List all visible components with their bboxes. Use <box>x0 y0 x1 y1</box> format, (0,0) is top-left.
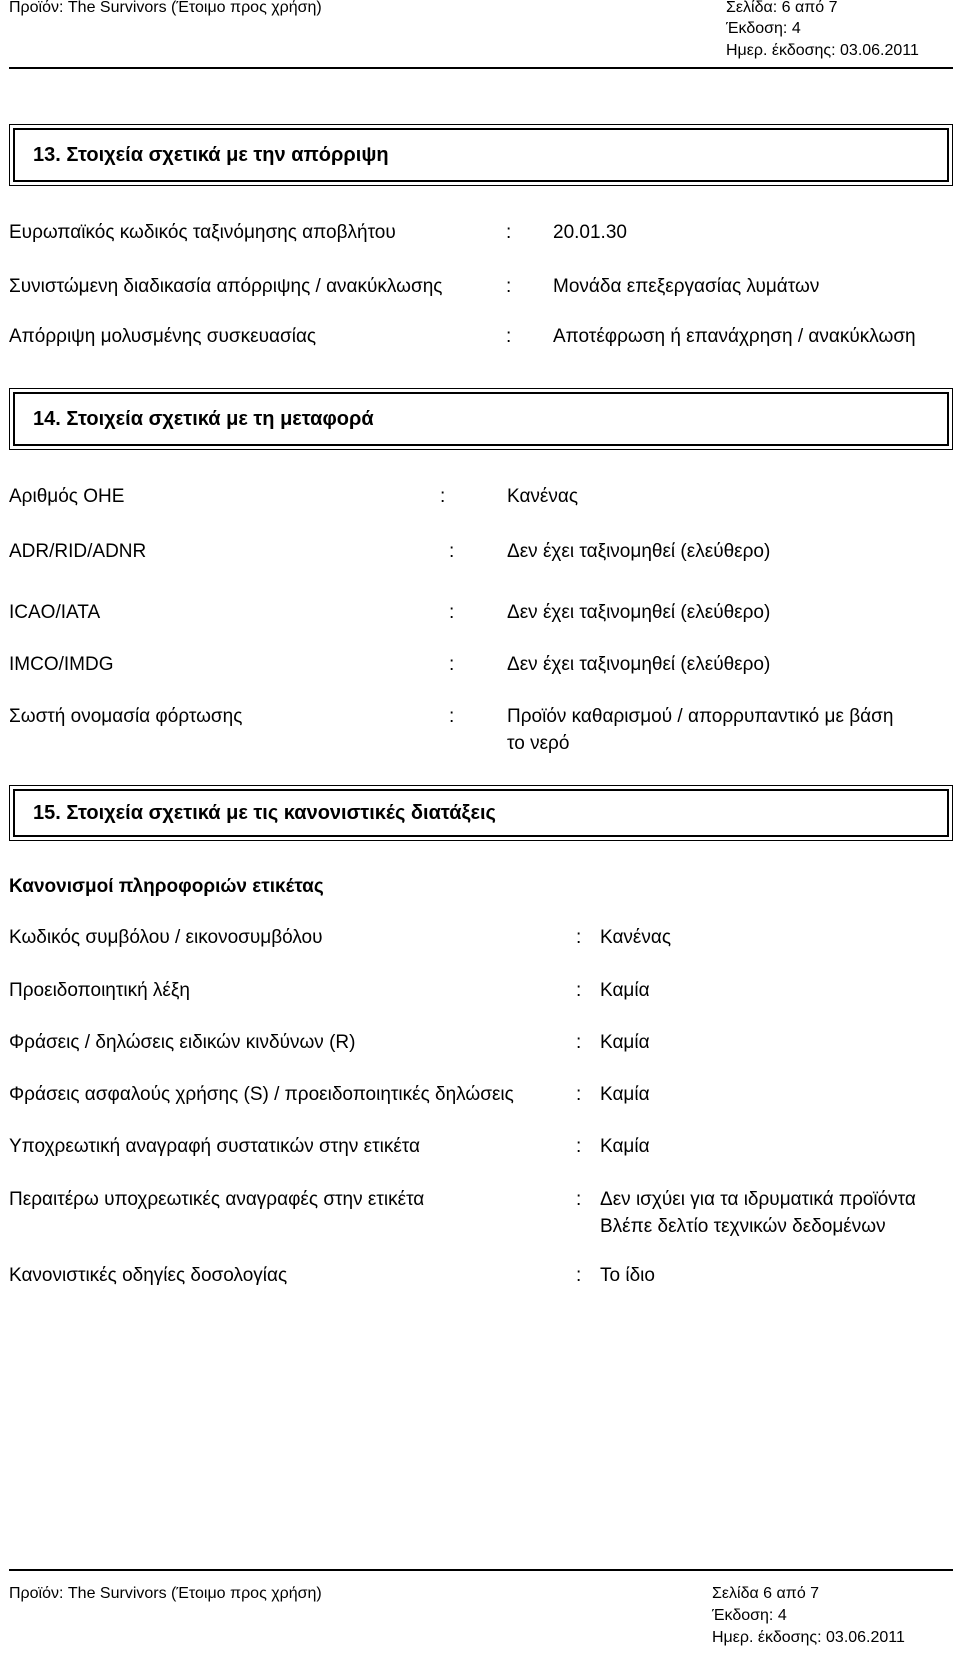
s15-row-label: Κανονιστικές οδηγίες δοσολογίας <box>9 1265 288 1286</box>
s15-row-label: Φράσεις / δηλώσεις ειδικών κινδύνων (R) <box>9 1032 356 1053</box>
s14-row-colon: : <box>449 654 455 675</box>
s13-row-colon: : <box>506 222 512 243</box>
s15-row-value: Καμία <box>600 1084 650 1105</box>
s15-row-value: Καμία <box>600 1032 650 1053</box>
s14-row-value: Δεν έχει ταξινομηθεί (ελεύθερο) <box>507 541 771 562</box>
s14-row-value: Δεν έχει ταξινομηθεί (ελεύθερο) <box>507 602 771 623</box>
s14-row-label: ADR/RID/ADNR <box>9 541 147 562</box>
s14-row-value-continued: το νερό <box>507 733 570 754</box>
s14-row-value: Κανένας <box>507 486 579 507</box>
section-14-box <box>9 388 953 450</box>
s15-row-label: Κωδικός συμβόλου / εικονοσυμβόλου <box>9 927 323 948</box>
s15-row-value: Το ίδιο <box>600 1265 655 1286</box>
s15-row-label: Φράσεις ασφαλούς χρήσης (S) / προειδοποιητικές δηλώσεις <box>9 1084 514 1105</box>
s14-row-label: ICAO/IATA <box>9 602 101 623</box>
s15-row-colon: : <box>576 1136 582 1157</box>
s15-subtitle: Κανονισμοί πληροφοριών ετικέτας <box>9 876 324 897</box>
section-14-title: 14. Στοιχεία σχετικά με τη μεταφορά <box>13 392 949 446</box>
section-15-title: 15. Στοιχεία σχετικά με τις κανονιστικές διατάξεις <box>13 789 949 837</box>
s14-row-value: Δεν έχει ταξινομηθεί (ελεύθερο) <box>507 654 771 675</box>
s15-row-colon: : <box>576 1189 582 1210</box>
s15-row-value: Καμία <box>600 1136 650 1157</box>
s15-row-colon: : <box>576 927 582 948</box>
footer-edition: Έκδοση: 4 <box>712 1607 787 1624</box>
s15-row-value: Κανένας <box>600 927 672 948</box>
footer-date: Ημερ. έκδοσης: 03.06.2011 <box>712 1629 905 1646</box>
s13-row-value: 20.01.30 <box>553 222 627 243</box>
s15-row-value: Δεν ισχύει για τα ιδρυματικά προϊόντα <box>600 1189 916 1210</box>
header-product: Προϊόν: The Survivors (Έτοιμο προς χρήση) <box>9 0 322 16</box>
s13-row-colon: : <box>506 276 512 297</box>
s15-row-value-continued: Βλέπε δελτίο τεχνικών δεδομένων <box>600 1216 886 1237</box>
header-rule <box>9 67 953 69</box>
s13-row-label: Απόρριψη μολυσμένης συσκευασίας <box>9 326 317 347</box>
s15-row-colon: : <box>576 1265 582 1286</box>
s15-row-label: Υποχρεωτική αναγραφή συστατικών στην ετικέτα <box>9 1136 421 1157</box>
s13-row-value: Μονάδα επεξεργασίας λυμάτων <box>553 276 820 297</box>
header-page: Σελίδα: 6 από 7 <box>726 0 838 16</box>
section-13-box <box>9 124 953 186</box>
footer-product: Προϊόν: The Survivors (Έτοιμο προς χρήση) <box>9 1585 322 1602</box>
s14-row-label: Σωστή ονομασία φόρτωσης <box>9 706 243 727</box>
s13-row-label: Συνιστώμενη διαδικασία απόρριψης / ανακύκλωσης <box>9 276 443 297</box>
s14-row-colon: : <box>449 602 455 623</box>
s15-row-value: Καμία <box>600 980 650 1001</box>
s14-row-label: Αριθμός ΟΗΕ <box>9 486 125 507</box>
s15-row-colon: : <box>576 1084 582 1105</box>
footer-page: Σελίδα 6 από 7 <box>712 1585 820 1602</box>
s14-row-value: Προϊόν καθαρισμού / απορρυπαντικό με βάση <box>507 706 894 727</box>
section-15-box <box>9 785 953 841</box>
header-edition: Έκδοση: 4 <box>726 20 801 37</box>
footer-rule <box>9 1569 953 1571</box>
s15-row-colon: : <box>576 980 582 1001</box>
s13-row-label: Ευρωπαϊκός κωδικός ταξινόμησης αποβλήτου <box>9 222 396 243</box>
s13-row-colon: : <box>506 326 512 347</box>
s14-row-label: IMCO/IMDG <box>9 654 114 675</box>
s14-row-colon: : <box>449 706 455 727</box>
s14-row-colon: : <box>440 486 446 507</box>
s15-row-colon: : <box>576 1032 582 1053</box>
s15-row-label: Περαιτέρω υποχρεωτικές αναγραφές στην ετικέτα <box>9 1189 425 1210</box>
s14-row-colon: : <box>449 541 455 562</box>
section-13-title: 13. Στοιχεία σχετικά με την απόρριψη <box>13 128 949 182</box>
header-date: Ημερ. έκδοσης: 03.06.2011 <box>726 42 919 59</box>
s13-row-value: Αποτέφρωση ή επανάχρηση / ανακύκλωση <box>553 326 916 347</box>
s15-row-label: Προειδοποιητική λέξη <box>9 980 190 1001</box>
